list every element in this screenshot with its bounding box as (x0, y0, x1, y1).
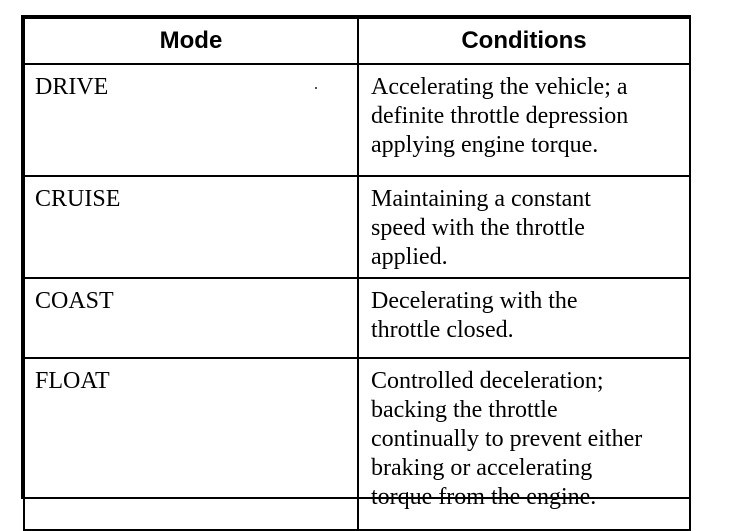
conditions-line: throttle closed. (371, 317, 514, 343)
table-row (24, 278, 690, 358)
conditions-line: backing the throttle (371, 397, 558, 423)
conditions-line: Decelerating with the (371, 288, 578, 314)
header-row (24, 18, 690, 64)
conditions-cell (358, 358, 690, 530)
conditions-header: Conditions (358, 18, 690, 64)
conditions-cell (358, 64, 690, 176)
mode-header: Mode (24, 18, 358, 64)
conditions-line: definite throttle depression (371, 103, 629, 129)
conditions-line: Accelerating the vehicle; a (371, 74, 628, 100)
mode-cell: DRIVE (24, 64, 358, 176)
table-row (24, 64, 690, 176)
conditions-cell (358, 176, 690, 278)
conditions-line: speed with the throttle (371, 215, 585, 241)
conditions-line: continually to prevent either (371, 426, 643, 452)
modes-table (21, 15, 691, 510)
scan-speck (315, 87, 317, 89)
conditions-line: applied. (371, 244, 448, 270)
conditions-line: torque from the engine. (371, 484, 597, 510)
conditions-cell (358, 278, 690, 358)
mode-cell: COAST (24, 278, 358, 358)
table-row (24, 176, 690, 278)
mode-cell: FLOAT (24, 358, 358, 530)
mode-cell: CRUISE (24, 176, 358, 278)
conditions-line: applying engine torque. (371, 132, 599, 158)
conditions-line: Maintaining a constant (371, 186, 591, 212)
table-row (24, 358, 690, 530)
conditions-line: braking or accelerating (371, 455, 593, 481)
conditions-line: Controlled deceleration; (371, 368, 604, 394)
